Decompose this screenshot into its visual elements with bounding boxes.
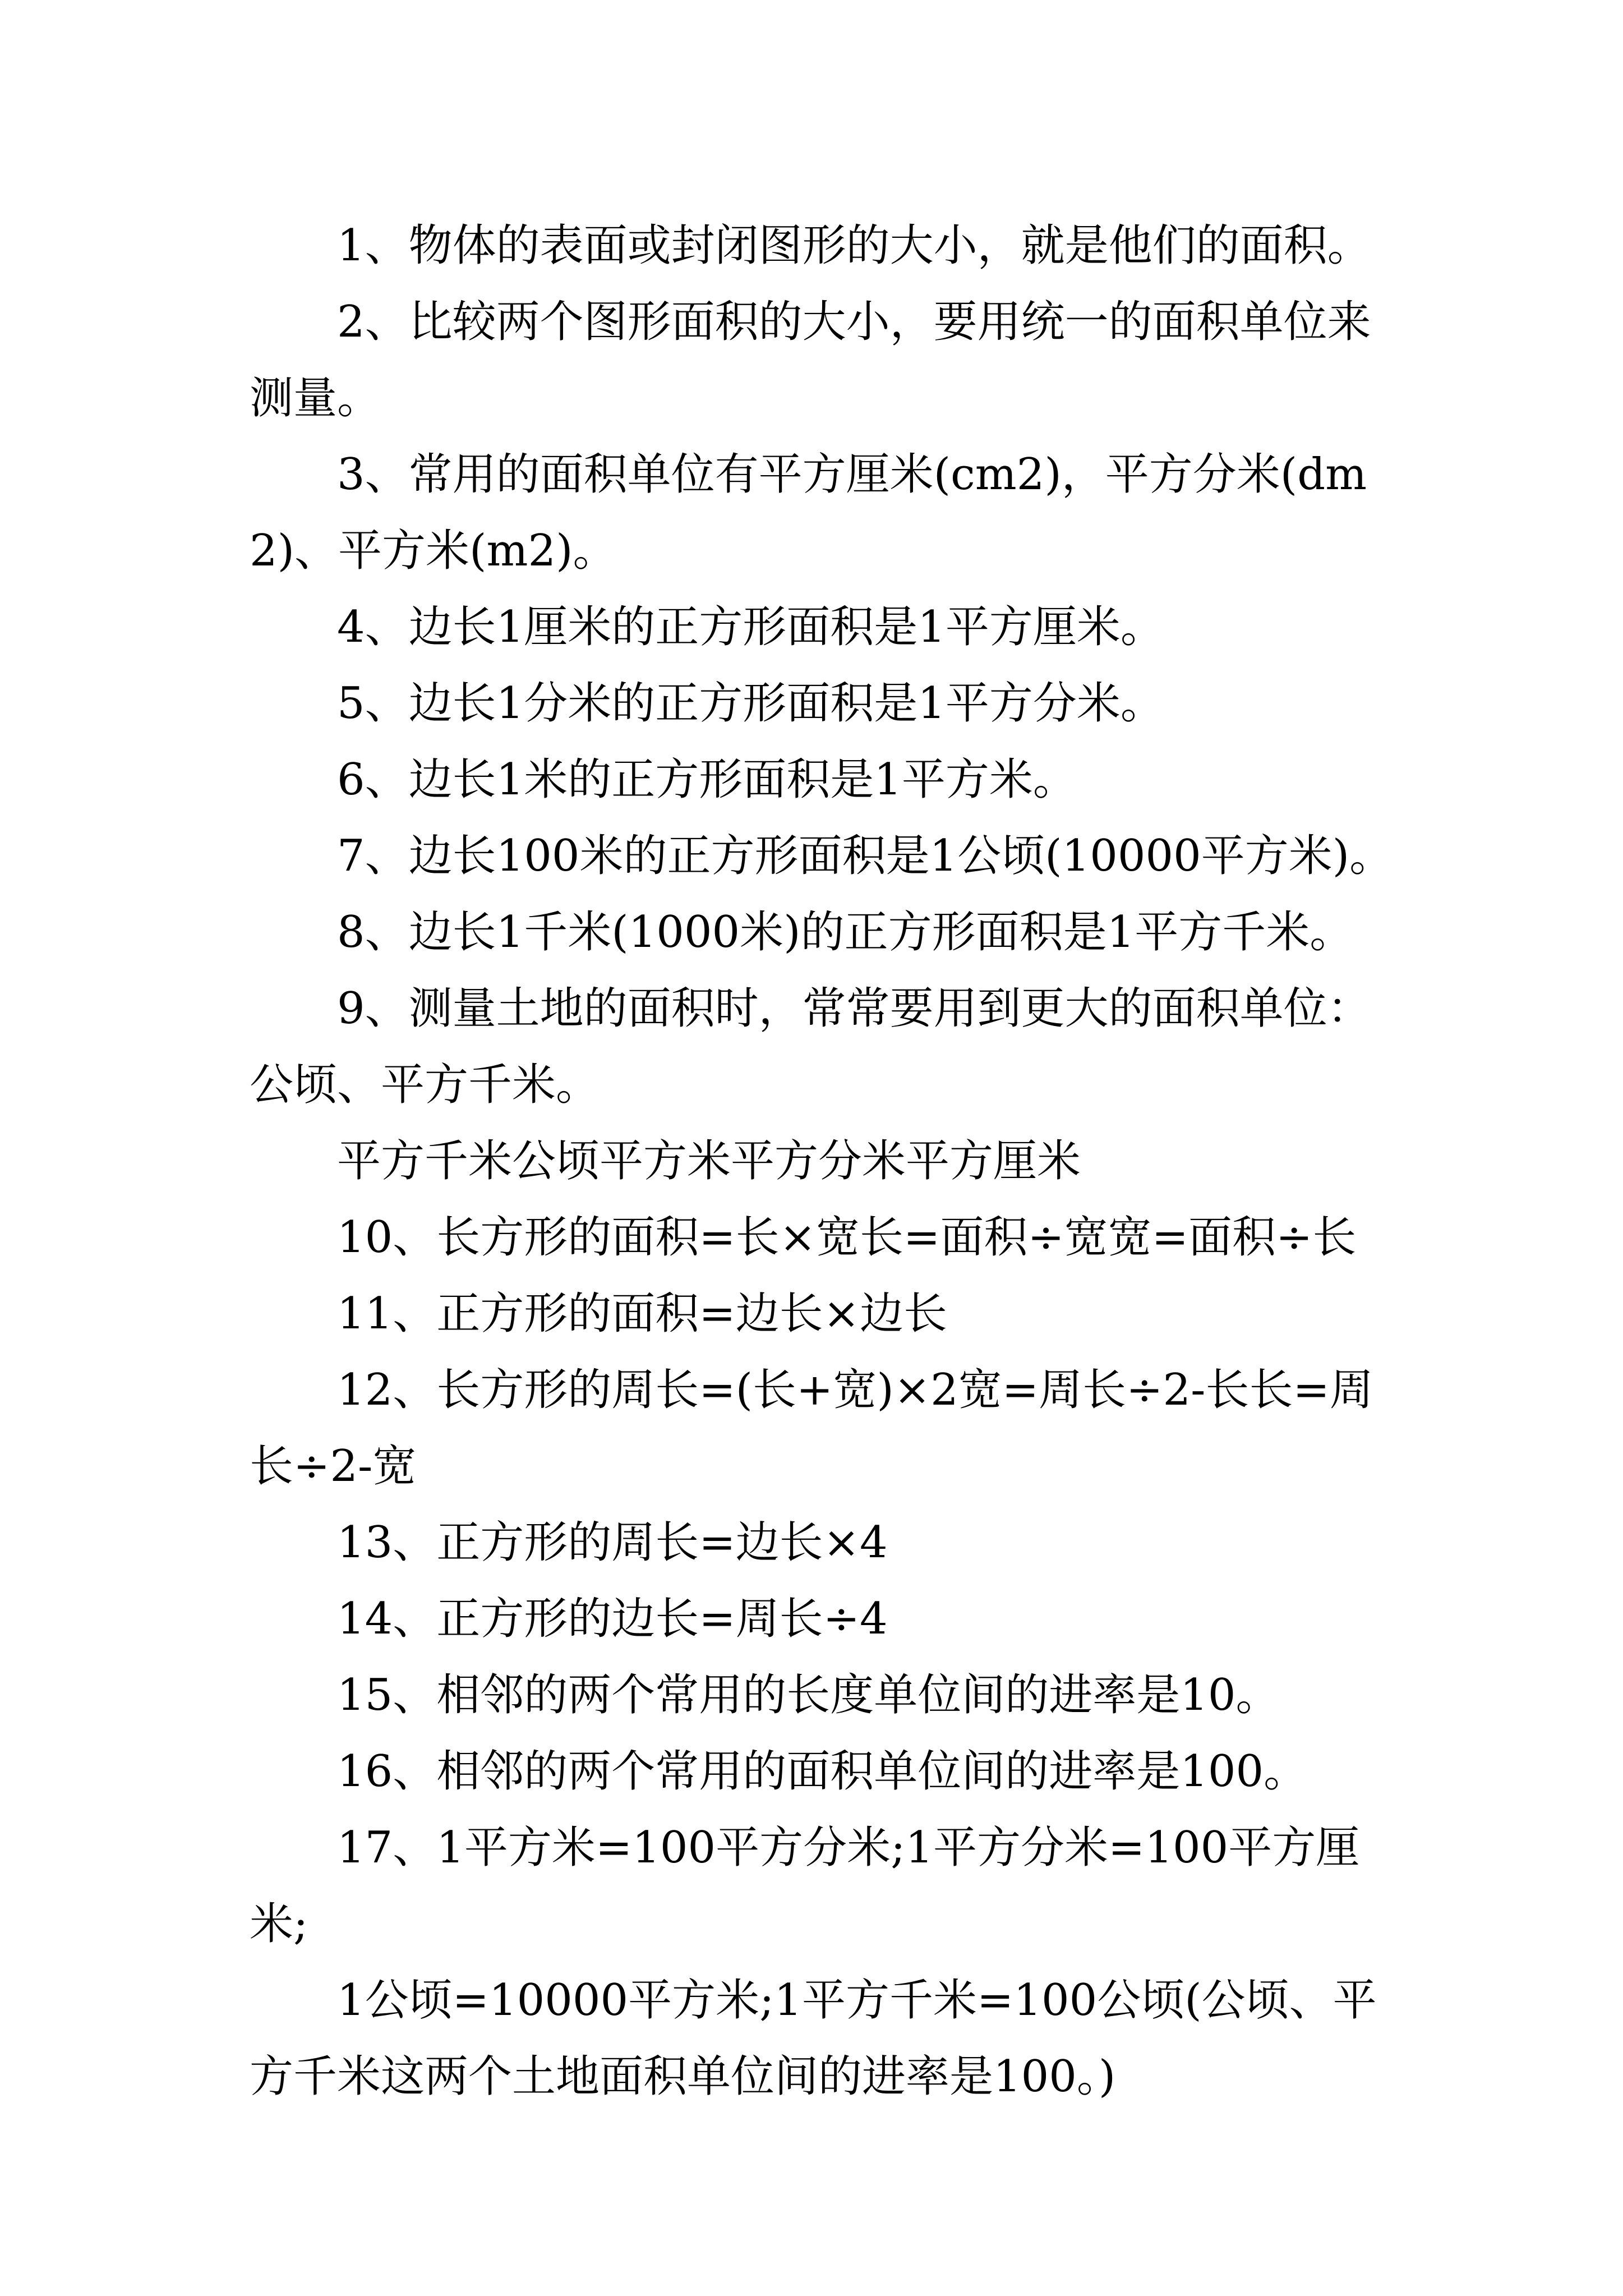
document-body <box>250 208 1405 2115</box>
paragraph-1: 1、物体的表面或封闭图形的大小，就是他们的面积。 <box>337 220 1371 271</box>
paragraph-15: 15、相邻的两个常用的长度单位间的进率是10。 <box>337 1670 1280 1720</box>
paragraph-9: 9、测量土地的面积时，常常要用到更大的面积单位：公顷、平方千米。 <box>250 983 1371 1110</box>
paragraph-16: 16、相邻的两个常用的面积单位间的进率是100。 <box>337 1746 1308 1797</box>
paragraph-4: 4、边长1厘米的正方形面积是1平方厘米。 <box>337 602 1164 652</box>
paragraph-12: 12、长方形的周长=(长+宽)×2宽=周长÷2-长长=周长÷2-宽 <box>250 1365 1373 1492</box>
paragraph-10: 10、长方形的面积=长×宽长=面积÷宽宽=面积÷长 <box>337 1212 1357 1263</box>
paragraph-2: 2、比较两个图形面积的大小，要用统一的面积单位来测量。 <box>250 297 1371 424</box>
paragraph-7: 7、边长100米的正方形面积是1公顷(10000平方米)。 <box>337 831 1394 881</box>
paragraph-8: 8、边长1千米(1000米)的正方形面积是1平方千米。 <box>337 907 1354 958</box>
paragraph-11: 11、正方形的面积=边长×边长 <box>337 1289 947 1339</box>
paragraph-units-order: 平方千米公顷平方米平方分米平方厘米 <box>337 1136 1081 1186</box>
paragraph-5: 5、边长1分米的正方形面积是1平方分米。 <box>337 678 1164 729</box>
paragraph-17: 17、1平方米=100平方分米;1平方分米=100平方厘米; <box>250 1823 1360 1949</box>
paragraph-6: 6、边长1米的正方形面积是1平方米。 <box>337 754 1077 805</box>
paragraph-17-continued: 1公顷=10000平方米;1平方千米=100公顷(公顷、平方千米这两个土地面积单位间的进率是100。) <box>250 1975 1377 2102</box>
paragraph-14: 14、正方形的边长=周长÷4 <box>337 1594 888 1644</box>
paragraph-3: 3、常用的面积单位有平方厘米(cm2)，平方分米(dm2)、平方米(m2)。 <box>250 449 1367 576</box>
paragraph-13: 13、正方形的周长=边长×4 <box>337 1517 888 1568</box>
